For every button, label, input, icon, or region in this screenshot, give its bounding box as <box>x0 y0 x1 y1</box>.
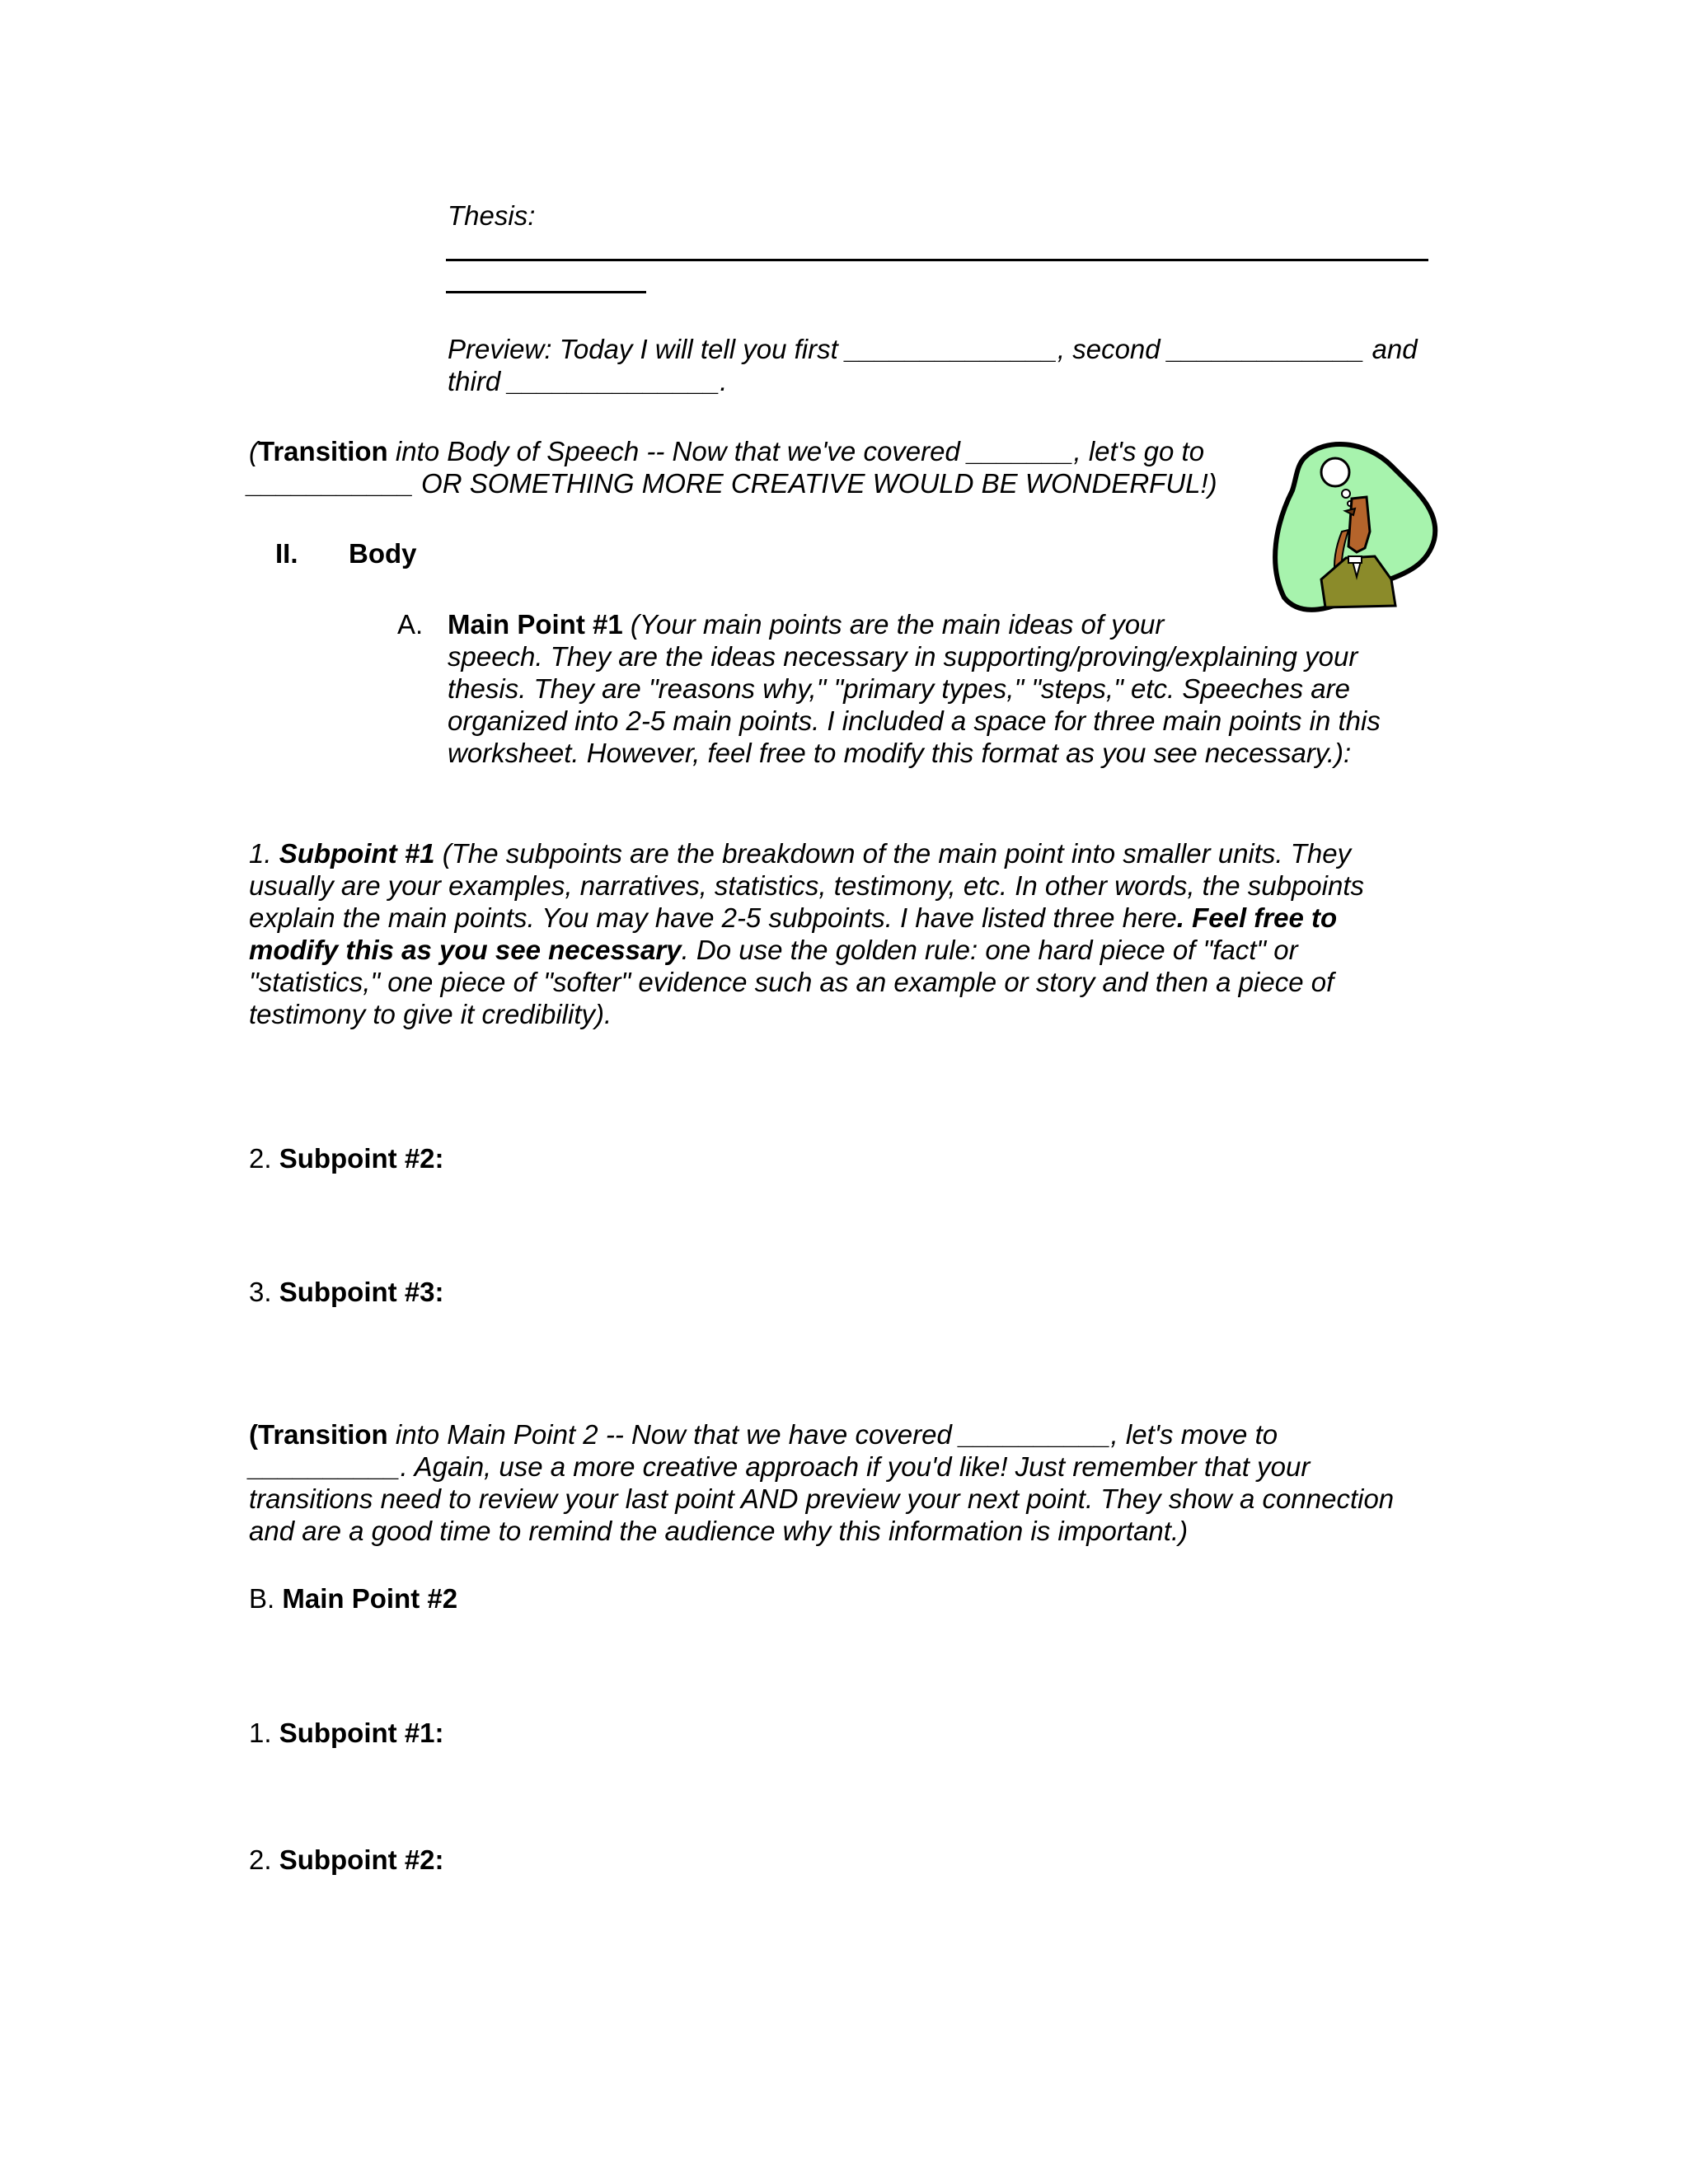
subpoint-1-text-3b: . Feel free to <box>1176 902 1338 933</box>
main-point-a-line-1 <box>448 608 1164 640</box>
transition-2-label: (Transition <box>249 1419 388 1450</box>
a-subpoint-3-number: 3. <box>249 1277 279 1307</box>
transition-2-line-2: __________. Again, use a more creative approach if you'd like! Just remember that your <box>249 1451 1311 1482</box>
subpoint-1-number: 1. <box>249 838 279 869</box>
main-point-a-line-5: worksheet. However, feel free to modify this format as you see necessary.): <box>448 738 1352 768</box>
transition-body-text: into Body of Speech -- Now that we've covered _______, let's go to <box>387 436 1205 466</box>
thesis-blank-line-2 <box>446 291 646 293</box>
b-subpoint-2-label: Subpoint #2: <box>279 1844 444 1875</box>
main-point-a-label: Main Point #1 <box>448 609 623 640</box>
transition-2-line-1 <box>249 1418 1278 1451</box>
thinking-man-clipart-icon <box>1259 433 1442 616</box>
b-subpoint-1-number: 1. <box>249 1718 279 1748</box>
a-subpoint-2-label: Subpoint #2: <box>279 1143 444 1174</box>
a-subpoint-3-label: Subpoint #3: <box>279 1277 444 1307</box>
main-point-b-letter: B. <box>249 1583 283 1614</box>
thesis-blank-line-1 <box>446 259 1428 261</box>
section-title: Body <box>349 538 417 569</box>
transition-2-text-1: into Main Point 2 -- Now that we have covered __________, let's move to <box>387 1419 1278 1450</box>
subpoint-1-text-3a: explain the main points. You may have 2-5 subpoints. I have listed three here <box>249 902 1177 933</box>
subpoint-1-line-3 <box>249 902 1337 934</box>
main-point-b-label: Main Point #2 <box>282 1583 458 1614</box>
subpoint-1-text-1: (The subpoints are the breakdown of the main point into smaller units. They <box>434 838 1352 869</box>
transition-2-line-4: and are a good time to remind the audience why this information is important.) <box>249 1516 1189 1546</box>
main-point-a-letter: A. <box>397 609 424 640</box>
b-subpoint-1-label: Subpoint #1: <box>279 1718 444 1748</box>
subpoint-1-line-2: usually are your examples, narratives, statistics, testimony, etc. In other words, the subpoints <box>249 870 1364 901</box>
preview-line-1: Preview: Today I will tell you first ______________, second _____________ and <box>448 334 1418 364</box>
main-point-a-text-1: (Your main points are the main ideas of your <box>622 609 1165 640</box>
section-numeral: II. <box>275 538 298 569</box>
transition-open-paren: ( <box>249 436 258 466</box>
subpoint-1-line-1 <box>249 837 1351 869</box>
subpoint-1-text-4b: . Do use the golden rule: one hard piece of "fact" or <box>681 935 1298 965</box>
b-subpoint-2 <box>249 1844 444 1876</box>
subpoint-1-line-4 <box>249 934 1298 966</box>
transition-body-line-1 <box>249 435 1204 467</box>
thesis-label: Thesis: <box>448 200 536 231</box>
main-point-a-line-2: speech. They are the ideas necessary in supporting/proving/explaining your <box>448 641 1358 672</box>
transition-label: Transition <box>258 436 388 466</box>
preview-line-2: third ______________. <box>448 366 728 396</box>
a-subpoint-3 <box>249 1276 444 1308</box>
a-subpoint-2 <box>249 1142 444 1174</box>
a-subpoint-2-number: 2. <box>249 1143 279 1174</box>
main-point-a-line-3: thesis. They are "reasons why," "primary types," "steps," etc. Speeches are <box>448 673 1350 704</box>
subpoint-1-line-5: "statistics," one piece of "softer" evidence such as an example or story and then a piece of <box>249 967 1334 997</box>
main-point-b <box>249 1582 457 1615</box>
transition-2-line-3: transitions need to review your last point AND preview your next point. They show a connection <box>249 1483 1395 1514</box>
main-point-a-line-4: organized into 2-5 main points. I included a space for three main points in this <box>448 705 1381 736</box>
transition-body-line-2: ___________ OR SOMETHING MORE CREATIVE WOULD BE WONDERFUL!) <box>247 468 1217 499</box>
subpoint-1-label: Subpoint #1 <box>279 838 435 869</box>
subpoint-1-text-4a: modify this as you see necessary <box>249 935 682 965</box>
b-subpoint-1 <box>249 1717 444 1749</box>
b-subpoint-2-number: 2. <box>249 1844 279 1875</box>
subpoint-1-line-6: testimony to give it credibility). <box>249 999 612 1029</box>
